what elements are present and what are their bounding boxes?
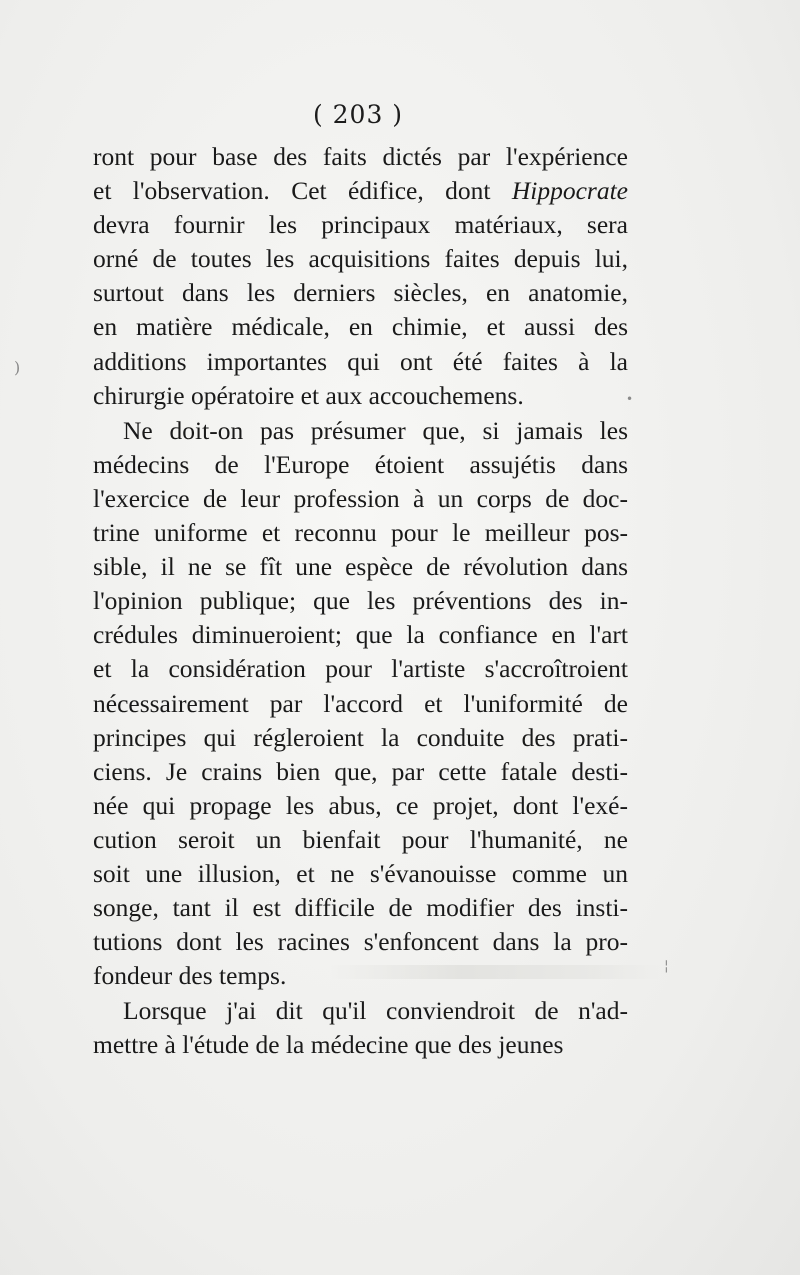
- text-line: chirurgie opératoire et aux accouchemens.: [93, 380, 524, 410]
- paragraph: [93, 140, 628, 413]
- text-line: tutions dont les racines s'enfoncent dans la pro-: [93, 927, 628, 957]
- text-line: nécessairement par l'accord et l'uniformité de: [93, 688, 628, 718]
- text-line: ciens. Je crains bien que, par cette fatale desti-: [93, 756, 628, 786]
- margin-dot: •: [626, 392, 634, 406]
- text-line: et la considération pour l'artiste s'accroîtroient: [93, 654, 628, 684]
- text-line: mettre à l'étude de la médecine que des jeunes: [93, 1030, 564, 1060]
- text-line: soit une illusion, et ne s'évanouisse comme un: [93, 858, 628, 888]
- paragraph: [93, 414, 628, 994]
- text-line: cution seroit un bienfait pour l'humanité, ne: [93, 824, 628, 854]
- text-line: songe, tant il est difficile de modifier des insti-: [93, 893, 628, 923]
- text-line: devra fournir les principaux matériaux, sera: [93, 210, 628, 240]
- text-line: additions importantes qui ont été faites à la: [93, 346, 628, 376]
- text-line: en matière médicale, en chimie, et aussi des: [93, 312, 628, 342]
- text-line: orné de toutes les acquisitions faites depuis lui,: [93, 244, 628, 274]
- text-line: née qui propage les abus, ce projet, dont l'exé-: [93, 790, 628, 820]
- text-line: sible, il ne se fît une espèce de révolution dans: [93, 552, 628, 582]
- text-line: l'opinion publique; que les préventions des in-: [93, 586, 628, 616]
- text-line: Ne doit-on pas présumer que, si jamais les: [123, 415, 628, 445]
- text-line: trine uniforme et reconnu pour le meilleur pos-: [93, 518, 628, 548]
- italic-name: Hippocrate: [511, 176, 628, 206]
- text-line: crédules diminueroient; que la confiance en l'art: [93, 620, 628, 650]
- paragraph: [93, 994, 628, 1062]
- text-line: et l'observation. Cet édifice, dont Hippocrate: [93, 176, 628, 206]
- text-line: principes qui régleroient la conduite des prati-: [93, 722, 628, 752]
- text-line: Lorsque j'ai dit qu'il conviendroit de n'ad-: [123, 996, 628, 1026]
- text-line: ront pour base des faits dictés par l'expérience: [93, 142, 628, 171]
- page-number: ( 203 ): [312, 100, 404, 129]
- text-line: médecins de l'Europe étoient assujétis dans: [93, 449, 628, 479]
- body-text: [93, 140, 628, 1063]
- text-line: surtout dans les derniers siècles, en anatomie,: [93, 278, 628, 308]
- text-line: l'exercice de leur profession à un corps de doc-: [93, 483, 628, 513]
- text-line: fondeur des temps.: [93, 961, 287, 991]
- margin-mark: ): [14, 358, 21, 377]
- margin-mark: ¦: [664, 958, 669, 974]
